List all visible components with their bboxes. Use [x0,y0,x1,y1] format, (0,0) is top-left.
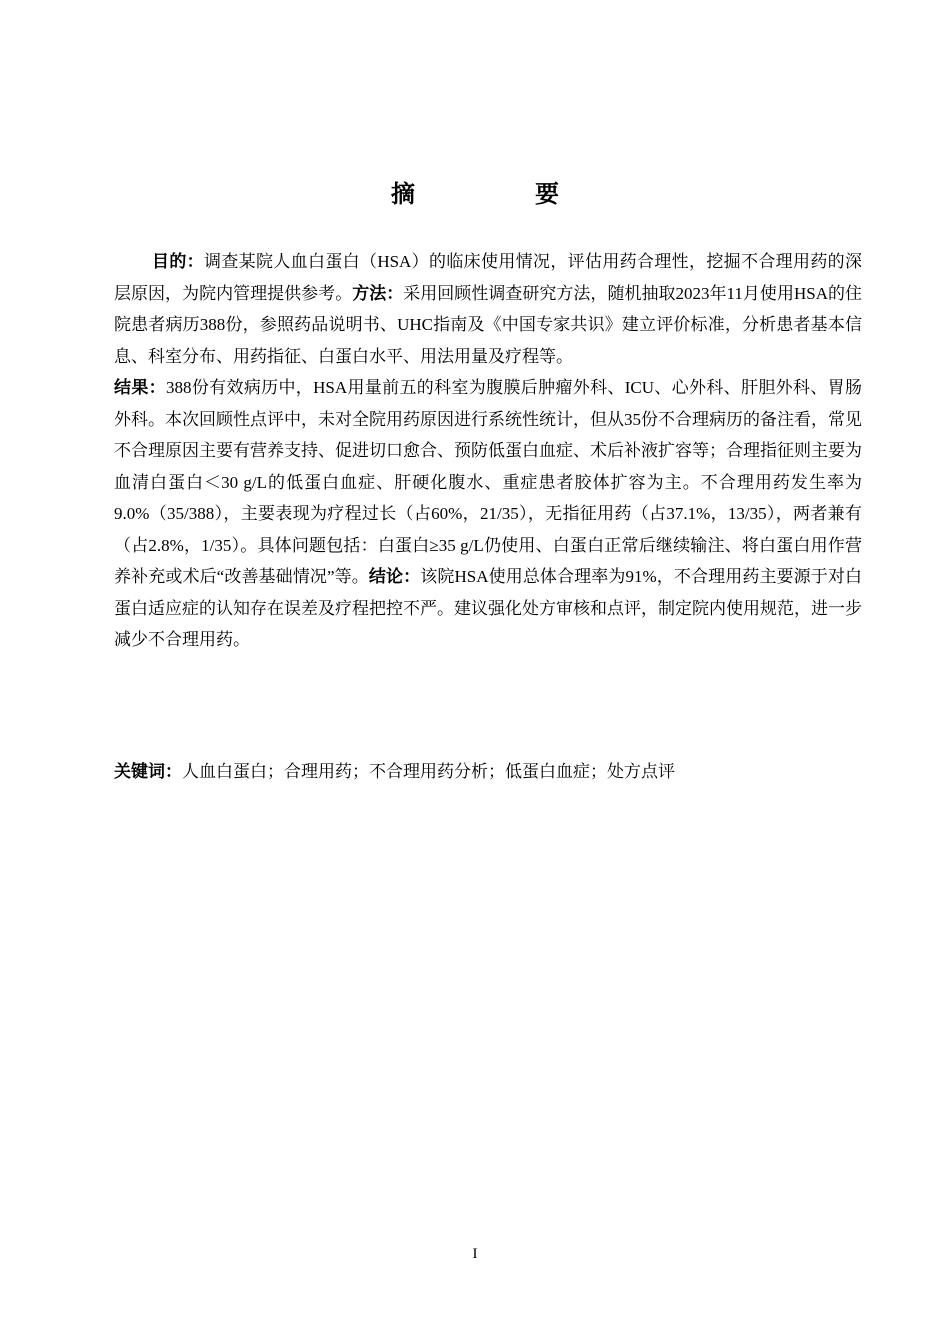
conclusion-label: 结论： [368,567,421,586]
abstract-paragraph-result-conclusion [114,372,862,656]
objective-text: 调查某院人血白蛋白（HSA）的临床使用情况，评估用药合理性，挖掘不合理用药的深层原因，为院内管理提供参考。 [114,252,862,303]
keywords-text: 人血白蛋白；合理用药；不合理用药分析；低蛋白血症；处方点评 [182,762,675,781]
result-text: 388份有效病历中，HSA用量前五的科室为腹膜后肿瘤外科、ICU、心外科、肝胆外科、胃肠外科。本次回顾性点评中，未对全院用药原因进行系统性统计，但从35份不合理病历的备注看，常见不合理原因主要有营养支持、促进切口愈合、预防低蛋白血症、术后补液扩容等；合理指征则主要为血清白蛋白＜30 g/L的低蛋白血症、肝硬化腹水、重症患者胶体扩容为主。不合理用药发生率为9.0%（35/388），主要表现为疗程过长（占60%，21/35），无指征用药（占37.1%，13/35），两者兼有（占2.8%，1/35）。具体问题包括：白蛋白≥35 g/L仍使用、白蛋白正常后继续输注、将白蛋白用作营养补充或术后“改善基础情况”等。 [114,378,862,586]
keywords-line [114,756,862,788]
objective-label: 目的： [152,252,204,271]
result-label: 结果： [114,378,166,397]
keywords-label: 关键词： [114,762,182,781]
method-label: 方法： [352,283,404,303]
method-text: 采用回顾性调查研究方法，随机抽取2023年11月使用HSA的住院患者病历388份，参照药品说明书、UHC指南及《中国专家共识》建立评价标准，分析患者基本信息、科室分布、用药指征、白蛋白水平、用法用量及疗程等。 [114,283,862,366]
abstract-body [114,246,862,656]
abstract-paragraph-objective-method [114,246,862,372]
page-title: 摘 要 [391,182,607,208]
conclusion-text: 该院HSA使用总体合理率为91%，不合理用药主要源于对白蛋白适应症的认知存在误差及疗程把控不严。建议强化处方审核和点评，制定院内使用规范，进一步减少不合理用药。 [114,567,863,649]
page-number: I [472,1246,478,1262]
